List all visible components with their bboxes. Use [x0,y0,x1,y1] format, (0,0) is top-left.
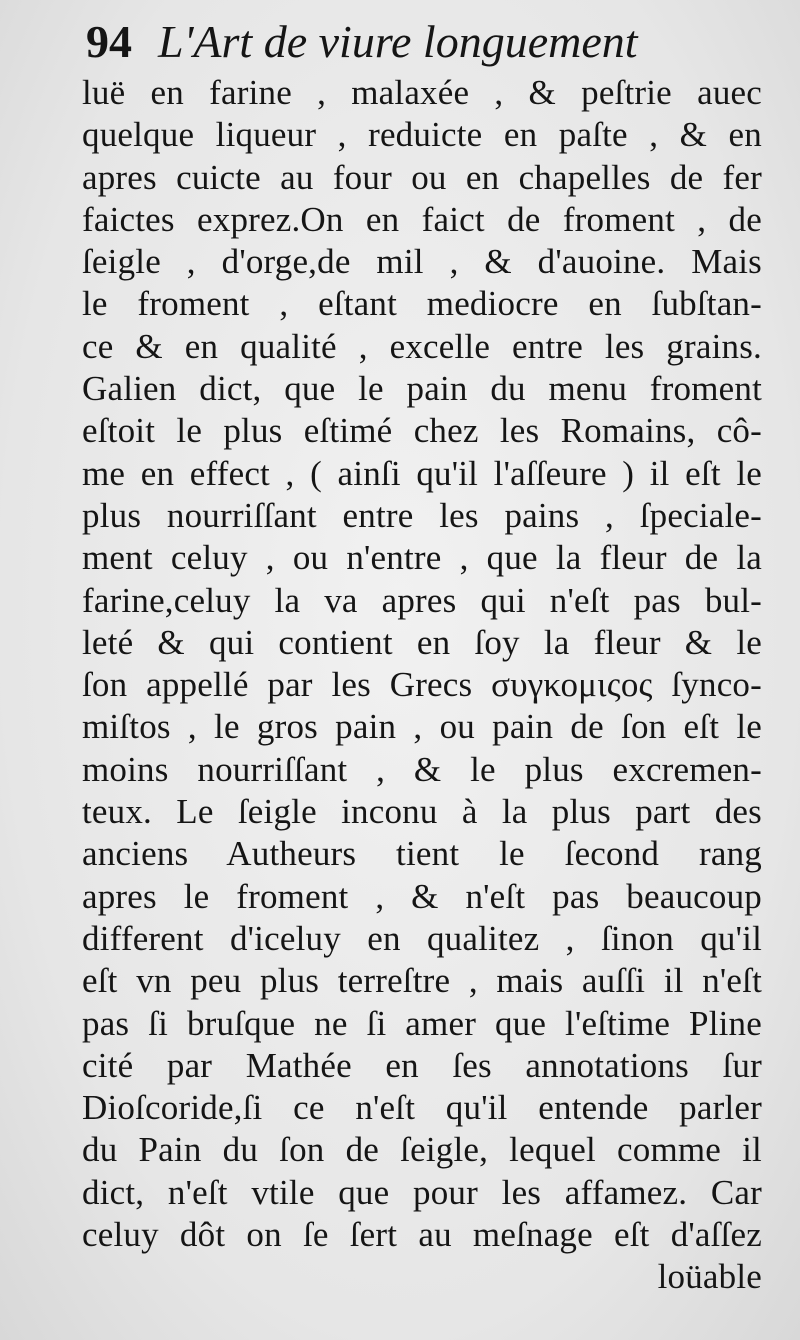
text-line: ment celuy , ou n'entre , que la fleur de la [82,538,762,578]
text-line: leté & qui contient en ſoy la fleur & le [82,622,762,662]
text-line: le froment , eſtant mediocre en ſubſtan- [82,284,762,324]
catchword: loüable [657,1257,762,1297]
text-line: cité par Mathée en ſes annotations ſur [82,1045,762,1085]
running-title: L'Art de viure longuement [158,16,638,67]
text-line: quelque liqueur , reduicte en paſte , & en [82,115,762,155]
text-line: ce & en qualité , excelle entre les grains. [82,326,762,366]
page-number: 94 [86,16,132,67]
text-line: apres le froment , & n'eſt pas beaucoup [82,876,762,916]
text-line: moins nourriſſant , & le plus excremen- [82,749,762,789]
text-line: du Pain du ſon de ſeigle, lequel comme il [82,1130,762,1170]
text-line: ſeigle , d'orge,de mil , & d'auoine. Mais [82,242,762,282]
text-line: dict, n'eſt vtile que pour les affamez. Car [82,1172,762,1212]
text-line: eſt vn peu plus terreſtre , mais auſſi il n'eſt [82,961,762,1001]
text-line: pas ſi bruſque ne ſi amer que l'eſtime Pline [82,1003,762,1043]
text-line: eſtoit le plus eſtimé chez les Romains, cô- [82,411,762,451]
text-line: celuy dôt on ſe ſert au meſnage eſt d'aſſez [82,1215,762,1255]
text-line: teux. Le ſeigle inconu à la plus part des [82,792,762,832]
text-line: apres cuicte au four ou en chapelles de fer [82,157,762,197]
text-line: ſon appellé par les Grecs συγκομιςος ſynco- [82,665,762,705]
page-header [86,12,776,72]
body-text [82,72,772,1299]
text-line: faictes exprez.On en faict de froment , de [82,199,762,239]
text-line: farine,celuy la va apres qui n'eſt pas bul- [82,580,762,620]
text-line: me en effect , ( ainſi qu'il l'aſſeure ) il eſt le [82,453,762,493]
text-line: luë en farine , malaxée , & peſtrie auec [82,73,762,112]
text-line: different d'iceluy en qualitez , ſinon qu'il [82,918,762,958]
text-line: Galien dict, que le pain du menu froment [82,369,762,409]
text-line: anciens Autheurs tient le ſecond rang [82,834,762,874]
text-line: Dioſcoride,ſi ce n'eſt qu'il entende parler [82,1088,762,1128]
text-line: plus nourriſſant entre les pains , ſpeciale- [82,495,762,535]
text-line: miſtos , le gros pain , ou pain de ſon eſt le [82,707,762,747]
